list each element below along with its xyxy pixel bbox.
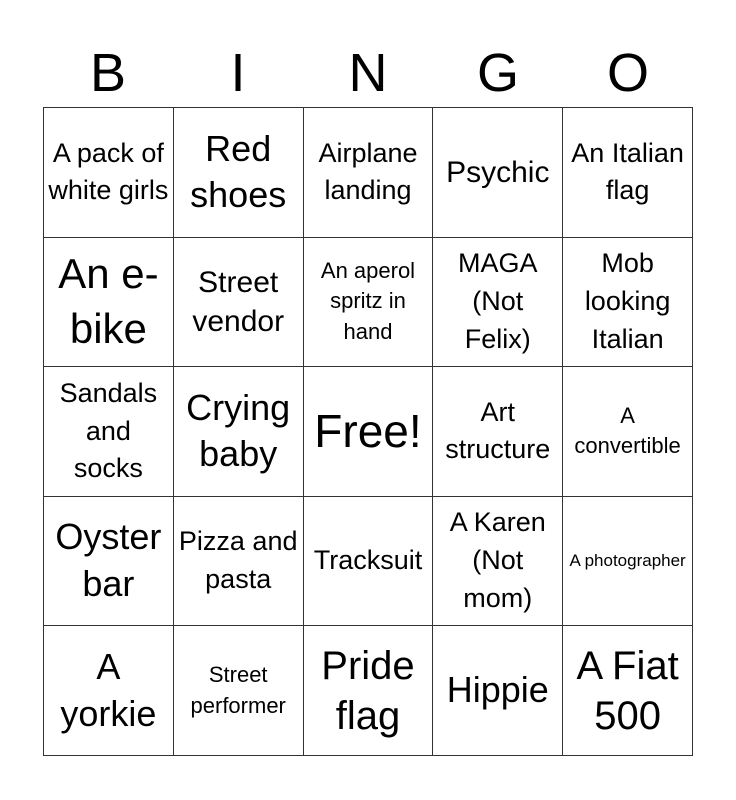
cell-text: Art structure [445,396,551,465]
cell-text: Tracksuit [313,545,423,576]
cell-text: An aperol spritz in hand [320,257,416,345]
bingo-cell[interactable] [174,367,304,497]
free-space-cell[interactable] [304,367,434,497]
cell-text: A convertible [574,402,681,459]
bingo-cell[interactable] [563,626,693,756]
bingo-cell[interactable] [433,367,563,497]
cell-text: Sandals and socks [59,377,158,484]
cell-text: A pack of white girls [48,137,169,206]
bingo-cell[interactable] [563,367,693,497]
bingo-board [43,107,693,756]
cell-text: MAGA (Not Felix) [458,248,538,354]
bingo-cell[interactable] [44,108,174,238]
bingo-cell[interactable] [174,108,304,238]
cell-text: An Italian flag [571,137,684,206]
cell-text: Oyster bar [55,516,162,605]
bingo-cell[interactable] [44,497,174,627]
cell-text: Red shoes [190,127,287,216]
bingo-cell[interactable] [174,238,304,368]
cell-text: A Fiat 500 [576,643,679,738]
cell-text: Street vendor [192,265,285,338]
bingo-cell[interactable] [304,626,434,756]
cell-text: A Karen (Not mom) [449,507,546,613]
cell-text: A yorkie [60,645,157,734]
bingo-cell[interactable] [174,626,304,756]
bingo-header [43,40,693,106]
header-letter-g: G [476,43,519,103]
bingo-cell[interactable] [44,238,174,368]
cell-text: Pride flag [321,643,415,738]
bingo-cell[interactable] [433,238,563,368]
header-letter-i: I [230,43,246,103]
bingo-cell[interactable] [433,626,563,756]
bingo-cell[interactable] [304,497,434,627]
bingo-cell[interactable] [174,497,304,627]
bingo-cell[interactable] [304,238,434,368]
cell-text: A photographer [569,551,686,571]
header-letter-b: B [89,43,127,103]
cell-text: Pizza and pasta [178,526,298,595]
bingo-cell[interactable] [563,238,693,368]
bingo-cell[interactable] [304,108,434,238]
cell-text: Free! [314,404,422,457]
cell-text: Crying baby [186,386,291,475]
cell-text: Hippie [446,669,549,711]
bingo-cell[interactable] [44,367,174,497]
header-letter-o: O [606,43,649,103]
cell-text: Street performer [190,661,286,718]
cell-text: Psychic [446,155,550,189]
bingo-cell[interactable] [563,108,693,238]
cell-text: Mob looking Italian [584,248,671,354]
bingo-cell[interactable] [44,626,174,756]
cell-text: Airplane landing [318,137,418,206]
cell-text: An e-bike [58,250,159,352]
bingo-cell[interactable] [433,497,563,627]
bingo-cell[interactable] [563,497,693,627]
bingo-cell[interactable] [433,108,563,238]
header-letter-n: N [348,43,388,103]
